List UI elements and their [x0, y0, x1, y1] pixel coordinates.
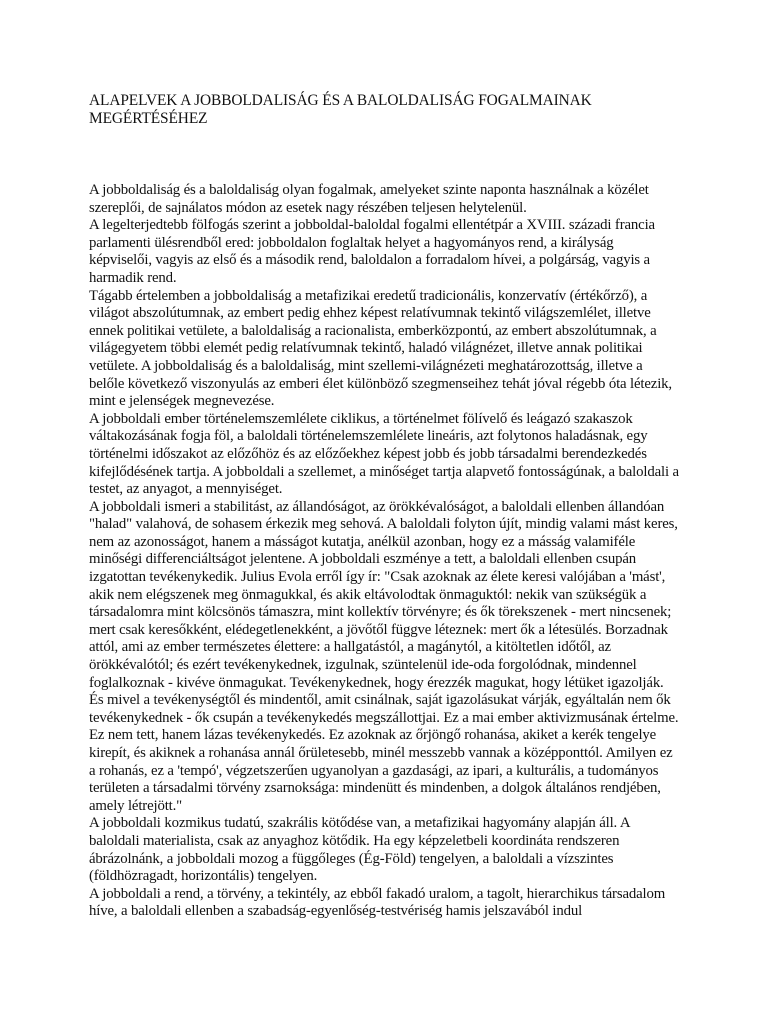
document-page [89, 92, 679, 921]
document-body [89, 182, 679, 921]
document-title-line-1: ALAPELVEK A JOBBOLDALISÁG ÉS A BALOLDALISÁG FOGALMAINAK [89, 92, 592, 109]
paragraph-origin: A legelterjedtebb fölfogás szerint a jobboldal-baloldal fogalmi ellentétpár a XVIII. századi francia parlamenti ülésrendből ered: jobboldalon foglaltak helyet a hagyományos rend, a királyság képviselői, vagyis az első és a második rend, baloldalon a forradalom hívei, a polgárság, vagyis a harmadik rend. [89, 217, 655, 286]
document-title [89, 92, 679, 127]
paragraph-order: A jobboldali a rend, a törvény, a tekintély, az ebből fakadó uralom, a tagolt, hierarchikus társadalom híve, a baloldali ellenben a szabadság-egyenlőség-testvériség hamis jelszavából indul [89, 885, 666, 920]
paragraph-history-view: A jobboldali ember történelemszemlélete ciklikus, a történelmet fölívelő és leágazó szakaszok váltakozásának fogja föl, a baloldali történelemszemlélete lineáris, azt folytonos haladásnak, egy történelmi időszakot az előzőhöz és az előzőekhez képest jobb és jobb társadalmi berendezkedés kifejlődésének tartja. A jobboldali a szellemet, a minőséget tartja alapvető fontosságúnak, a baloldali a testet, az anyagot, a mennyiséget. [89, 410, 679, 498]
paragraph-intro: A jobboldaliság és a baloldaliság olyan fogalmak, amelyeket szinte naponta használnak a közélet szereplői, de sajnálatos módon az esetek nagy részében teljesen helytelenül. [89, 182, 649, 216]
document-title-line-2: MEGÉRTÉSÉHEZ [89, 109, 208, 127]
paragraph-broader-meaning: Tágabb értelemben a jobboldaliság a metafizikai eredetű tradicionális, konzervatív (értékőrző), a világot abszolútumnak, az embert pedig ehhez képest relatívumnak tekintő világszemlélet, illetve ennek politikai vetülete, a baloldaliság a racionalista, emberközpontú, az embert abszolútumnak, a világegyetem többi elemét pedig relatívumnak tekintő, haladó világnézet, illetve annak politikai vetülete. A jobboldaliság és a baloldaliság, mint szellemi-világnézeti meghatározottság, illetve a belőle következő viszonyulás az emberi élet különböző szegmenseihez tehát jóval régebb óta létezik, mint e jelenségek megnevezése. [89, 287, 672, 410]
paragraph-stability-evola: A jobboldali ismeri a stabilitást, az állandóságot, az örökkévalóságot, a baloldali ellenben állandóan "halad" valahová, de sohasem érkezik meg sehová. A baloldali folyton újít, mindig valami mást keres, nem az azonosságot, hanem a másságot kutatja, anélkül azonban, hogy ez a másság valamiféle minőségi differenciáltságot jelentene. A jobboldali eszménye a tett, a baloldali ellenben csupán izgatottan tevékenykedik. Julius Evola erről így ír: "Csak azoknak az élete keresi valójában a 'mást', akik nem elégszenek meg önmagukkal, és akik eltávolodtak önmaguktól: nekik van szükségük a társadalomra mint kölcsönös támaszra, mint kollektív törvényre; és ők törekszenek - mert nincsenek; mert csak keresőkként, elédegetlenekként, a jövőtől függve léteznek: mert ők a létesülés. Borzadnak attól, ami az ember természetes élettere: a hallgatástól, a magánytól, a kitöltetlen időtől, az örökkévalótól; és ezért tevékenykednek, izgulnak, szüntelenül ide-oda forgolódnak, mindennel foglalkoznak - kivéve önmagukat. Tevékenykednek, hogy érezzék magukat, hogy létüket igazolják. És mivel a tevékenységtől és mindentől, amit csinálnak, saját igazolásukat várják, egyáltalán nem ők tevékenykednek - ők csupán a tevékenykedés megszállottjai. Ez a mai ember aktivizmusának értelme. Ez nem tett, hanem lázas tevékenykedés. Ez azoknak az őrjöngő rohanása, akiket a kerék tengelye kirepít, és akiknek a rohanása annál őrületesebb, minél messzebb vannak a középponttól. Amilyen ez a rohanás, ez a 'tempó', végzetszerűen ugyanolyan a gazdasági, az ipari, a kulturális, a tudományos területen a társadalmi törvény zsarnoksága: mindenütt és mindenben, a dolgok általános rendjében, amely létrejött." [89, 498, 679, 814]
paragraph-cosmic: A jobboldali kozmikus tudatú, szakrális kötődése van, a metafizikai hagyomány alapján áll. A baloldali materialista, csak az anyaghoz kötődik. Ha egy képzeletbeli koordináta rendszeren ábrázolnánk, a jobboldali mozog a függőleges (Ég-Föld) tengelyen, a baloldali a vízszintes (földhözragadt, horizontális) tengelyen. [89, 815, 630, 885]
